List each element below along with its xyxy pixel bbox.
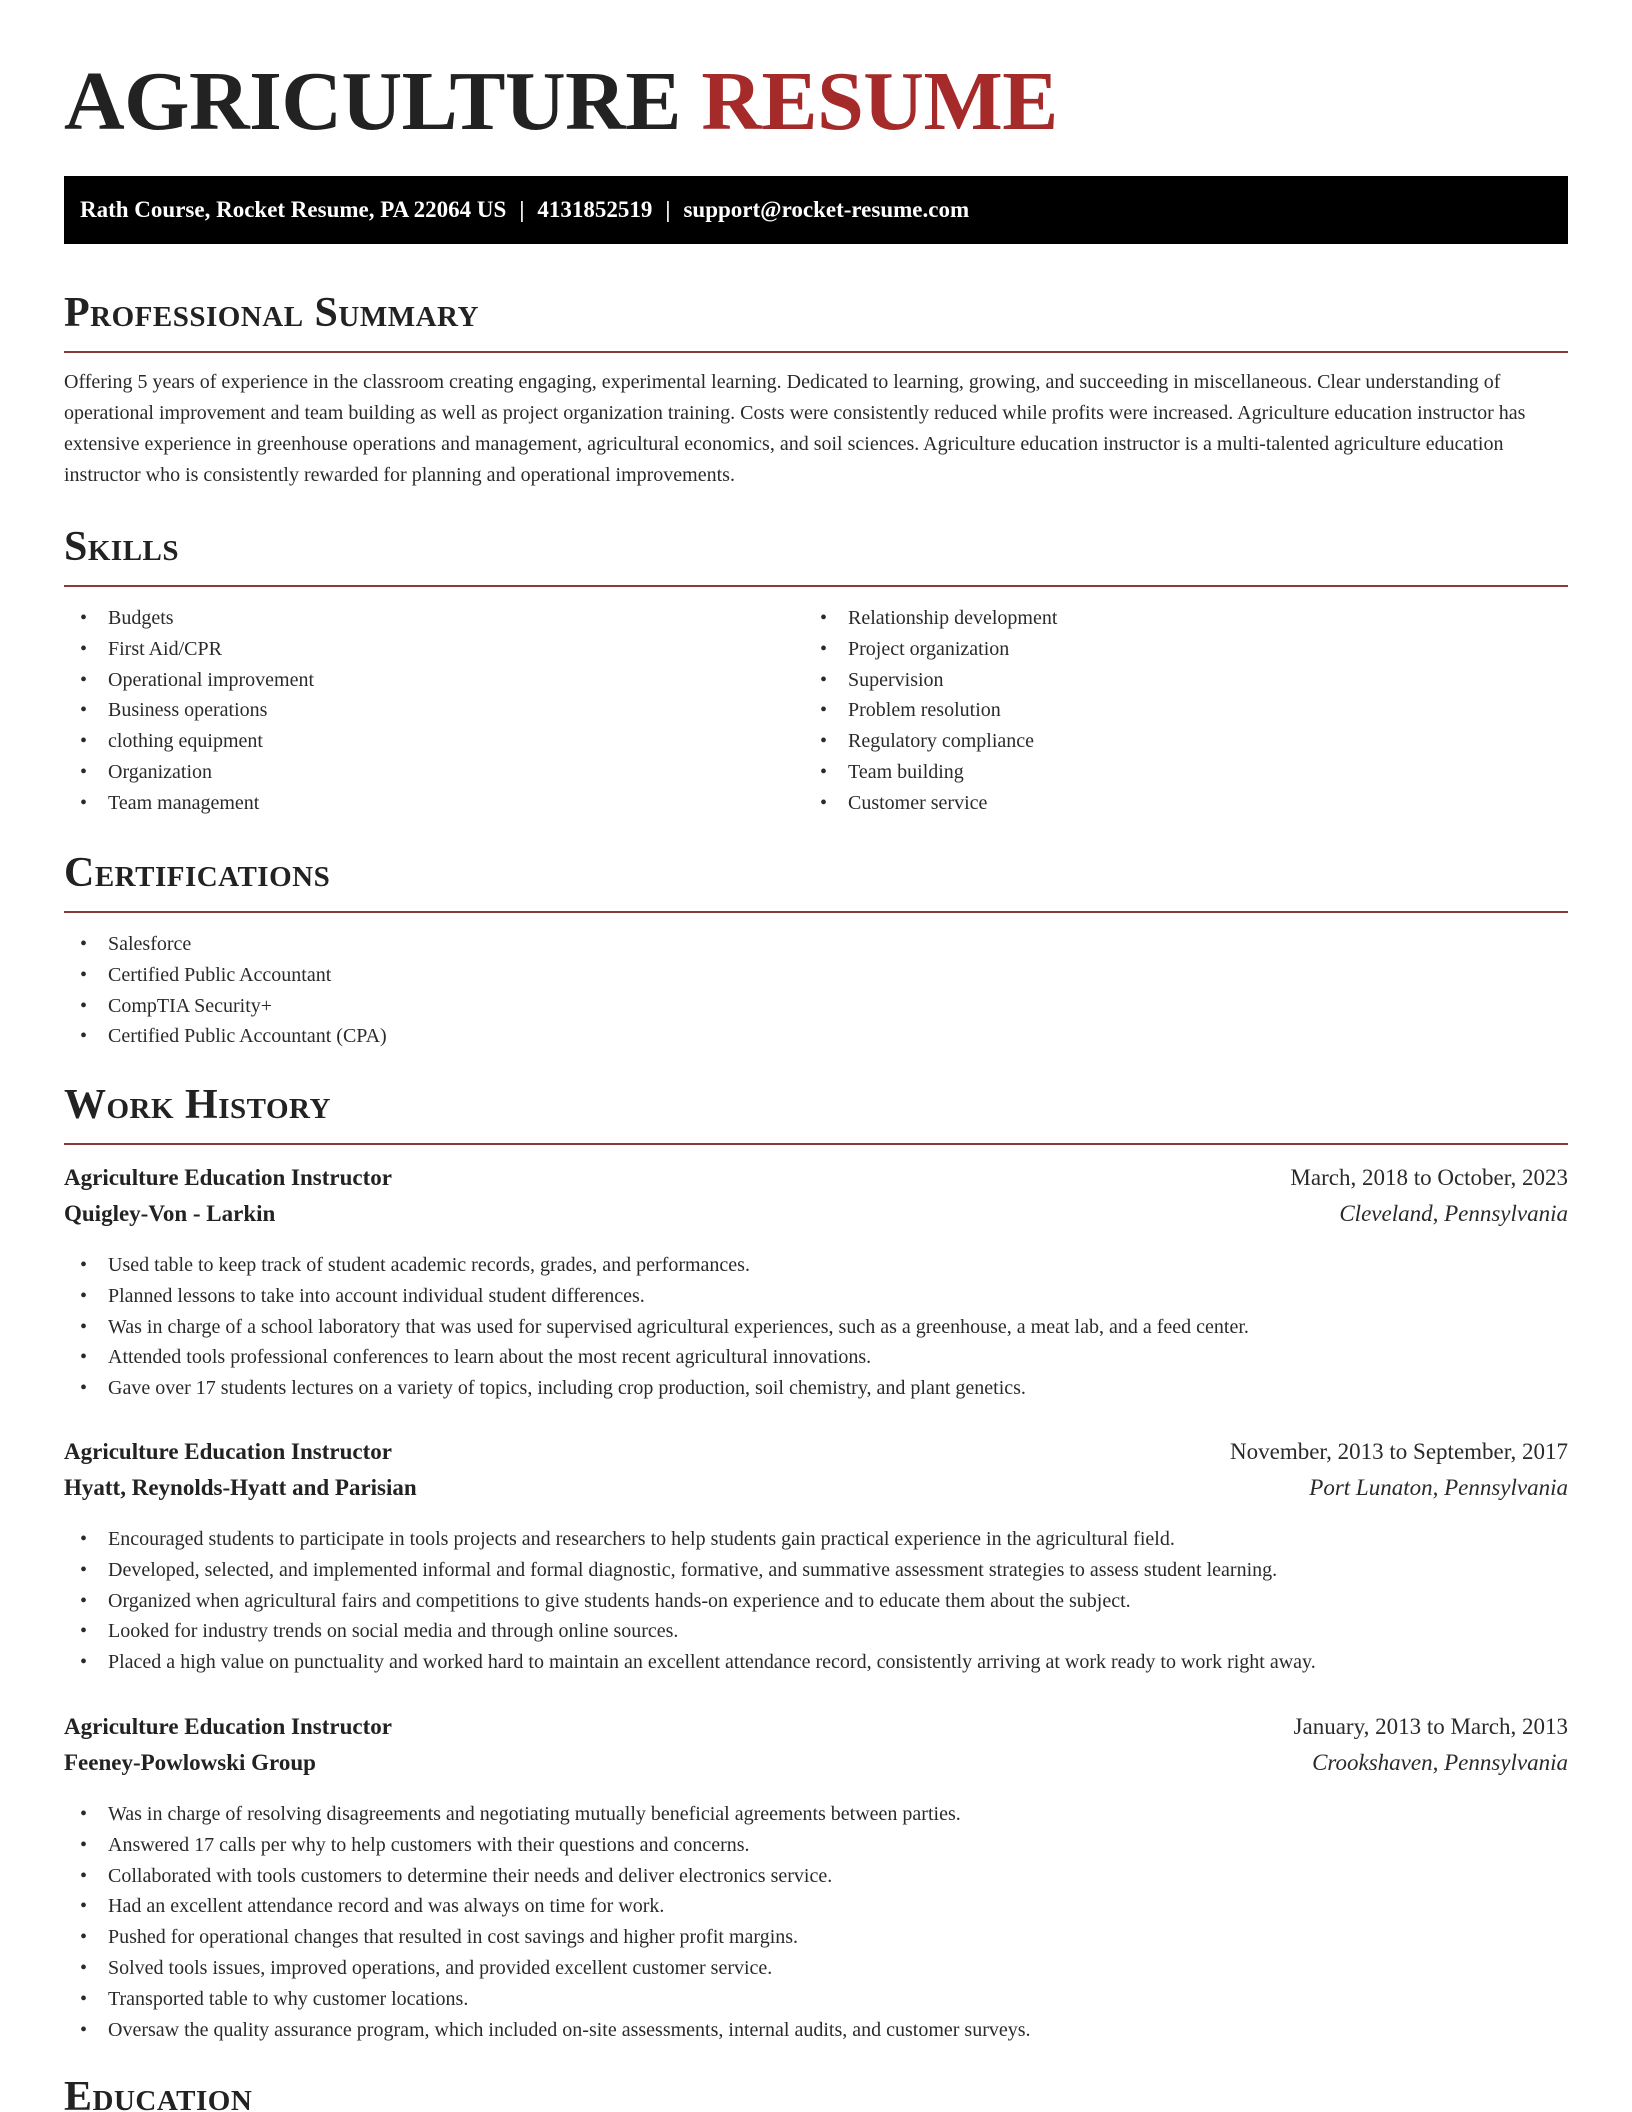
section-rule [64, 911, 1568, 913]
job-bullet: • Developed, selected, and implemented informal and formal diagnostic, formative, and summative assessment strategies to assess student learning. [64, 1555, 1568, 1586]
job-bullet: • Oversaw the quality assurance program, which included on-site assessments, internal audits, and customer surveys. [64, 2015, 1568, 2046]
certifications-list [64, 929, 1568, 1052]
skill-item: • Organization [64, 757, 804, 788]
section-title-work-history: Work History [64, 1082, 331, 1128]
contact-phone: 4131852519 [537, 197, 653, 222]
skill-item: • Customer service [804, 788, 1544, 819]
contact-email: support@rocket-resume.com [683, 197, 970, 222]
job-bullets [64, 1799, 1568, 2045]
certification-item: • CompTIA Security+ [64, 991, 1568, 1022]
section-title-certifications: Certifications [64, 850, 331, 896]
skills-list-right [804, 603, 1544, 819]
skill-item: • Project organization [804, 634, 1544, 665]
skill-item: • Budgets [64, 603, 804, 634]
skill-item: • Relationship development [804, 603, 1544, 634]
job-title: Agriculture Education Instructor [64, 1165, 392, 1190]
job-location: Port Lunaton, Pennsylvania [1309, 1475, 1568, 1500]
certification-item: • Certified Public Accountant (CPA) [64, 1021, 1568, 1052]
job-bullet: • Placed a high value on punctuality and worked hard to maintain an excellent attendance record, consistently arriving at work ready to work right away. [64, 1647, 1568, 1678]
job-title: Agriculture Education Instructor [64, 1439, 392, 1464]
job-bullet: • Pushed for operational changes that resulted in cost savings and higher profit margins. [64, 1922, 1568, 1953]
job-bullet: • Encouraged students to participate in tools projects and researchers to help students gain practical experience in the agricultural field. [64, 1524, 1568, 1555]
job-bullet: • Organized when agricultural fairs and competitions to give students hands-on experience and to educate them about the subject. [64, 1586, 1568, 1617]
certification-item: • Certified Public Accountant [64, 960, 1568, 991]
title-accent: RESUME [701, 55, 1058, 148]
contact-bar [64, 176, 1568, 244]
job-bullet: • Solved tools issues, improved operations, and provided excellent customer service. [64, 1953, 1568, 1984]
job-dates: March, 2018 to October, 2023 [1290, 1165, 1568, 1190]
certification-item: • Salesforce [64, 929, 1568, 960]
job-bullet: • Gave over 17 students lectures on a variety of topics, including crop production, soil chemistry, and plant genetics. [64, 1373, 1568, 1404]
job-dates: January, 2013 to March, 2013 [1293, 1714, 1568, 1739]
section-rule [64, 1143, 1568, 1145]
section-title-summary: Professional Summary [64, 290, 479, 336]
skill-item: • Problem resolution [804, 695, 1544, 726]
skill-item: • Operational improvement [64, 665, 804, 696]
skill-item: • clothing equipment [64, 726, 804, 757]
job-bullet: • Transported table to why customer locations. [64, 1984, 1568, 2015]
skills-list-left [64, 603, 804, 819]
job-company: Feeney-Powlowski Group [64, 1750, 316, 1775]
skill-item: • Supervision [804, 665, 1544, 696]
skill-item: • First Aid/CPR [64, 634, 804, 665]
job-dates: November, 2013 to September, 2017 [1230, 1439, 1568, 1464]
skill-item: • Team management [64, 788, 804, 819]
section-title-skills: Skills [64, 524, 180, 570]
job-bullets [64, 1250, 1568, 1404]
resume-title [64, 52, 1058, 152]
job-bullets [64, 1524, 1568, 1678]
job-bullet: • Planned lessons to take into account individual student differences. [64, 1281, 1568, 1312]
title-main: AGRICULTURE [64, 55, 681, 148]
summary-text: Offering 5 years of experience in the classroom creating engaging, experimental learning. Dedicated to learning, growing, and succeeding in miscellaneous. Clear understanding of operational improvement and team building as well as project organization training. Costs were consistently reduced while profits were increased. Agriculture education instructor has extensive experience in greenhouse operations and management, agricultural economics, and soil sciences. Agriculture education instructor is a multi-talented agriculture education instructor who is consistently rewarded for planning and operational improvements. [64, 371, 1526, 486]
section-title-education: Education [64, 2074, 253, 2112]
contact-separator: | [519, 197, 525, 222]
job-bullet: • Had an excellent attendance record and was always on time for work. [64, 1891, 1568, 1922]
section-rule [64, 585, 1568, 587]
job-bullet: • Collaborated with tools customers to determine their needs and deliver electronics service. [64, 1861, 1568, 1892]
section-rule [64, 351, 1568, 353]
job-title: Agriculture Education Instructor [64, 1714, 392, 1739]
job-company: Quigley-Von - Larkin [64, 1201, 276, 1226]
job-location: Cleveland, Pennsylvania [1339, 1201, 1568, 1226]
job-bullet: • Looked for industry trends on social media and through online sources. [64, 1616, 1568, 1647]
contact-separator: | [665, 197, 671, 222]
job-bullet: • Used table to keep track of student academic records, grades, and performances. [64, 1250, 1568, 1281]
job-bullet: • Answered 17 calls per why to help customers with their questions and concerns. [64, 1830, 1568, 1861]
job-bullet: • Was in charge of resolving disagreements and negotiating mutually beneficial agreements between parties. [64, 1799, 1568, 1830]
skill-item: • Team building [804, 757, 1544, 788]
skill-item: • Regulatory compliance [804, 726, 1544, 757]
job-location: Crookshaven, Pennsylvania [1312, 1750, 1568, 1775]
job-bullet: • Attended tools professional conferences to learn about the most recent agricultural innovations. [64, 1342, 1568, 1373]
contact-address: Rath Course, Rocket Resume, PA 22064 US [80, 197, 507, 222]
skill-item: • Business operations [64, 695, 804, 726]
job-company: Hyatt, Reynolds-Hyatt and Parisian [64, 1475, 417, 1500]
job-bullet: • Was in charge of a school laboratory that was used for supervised agricultural experiences, such as a greenhouse, a meat lab, and a feed center. [64, 1312, 1568, 1343]
